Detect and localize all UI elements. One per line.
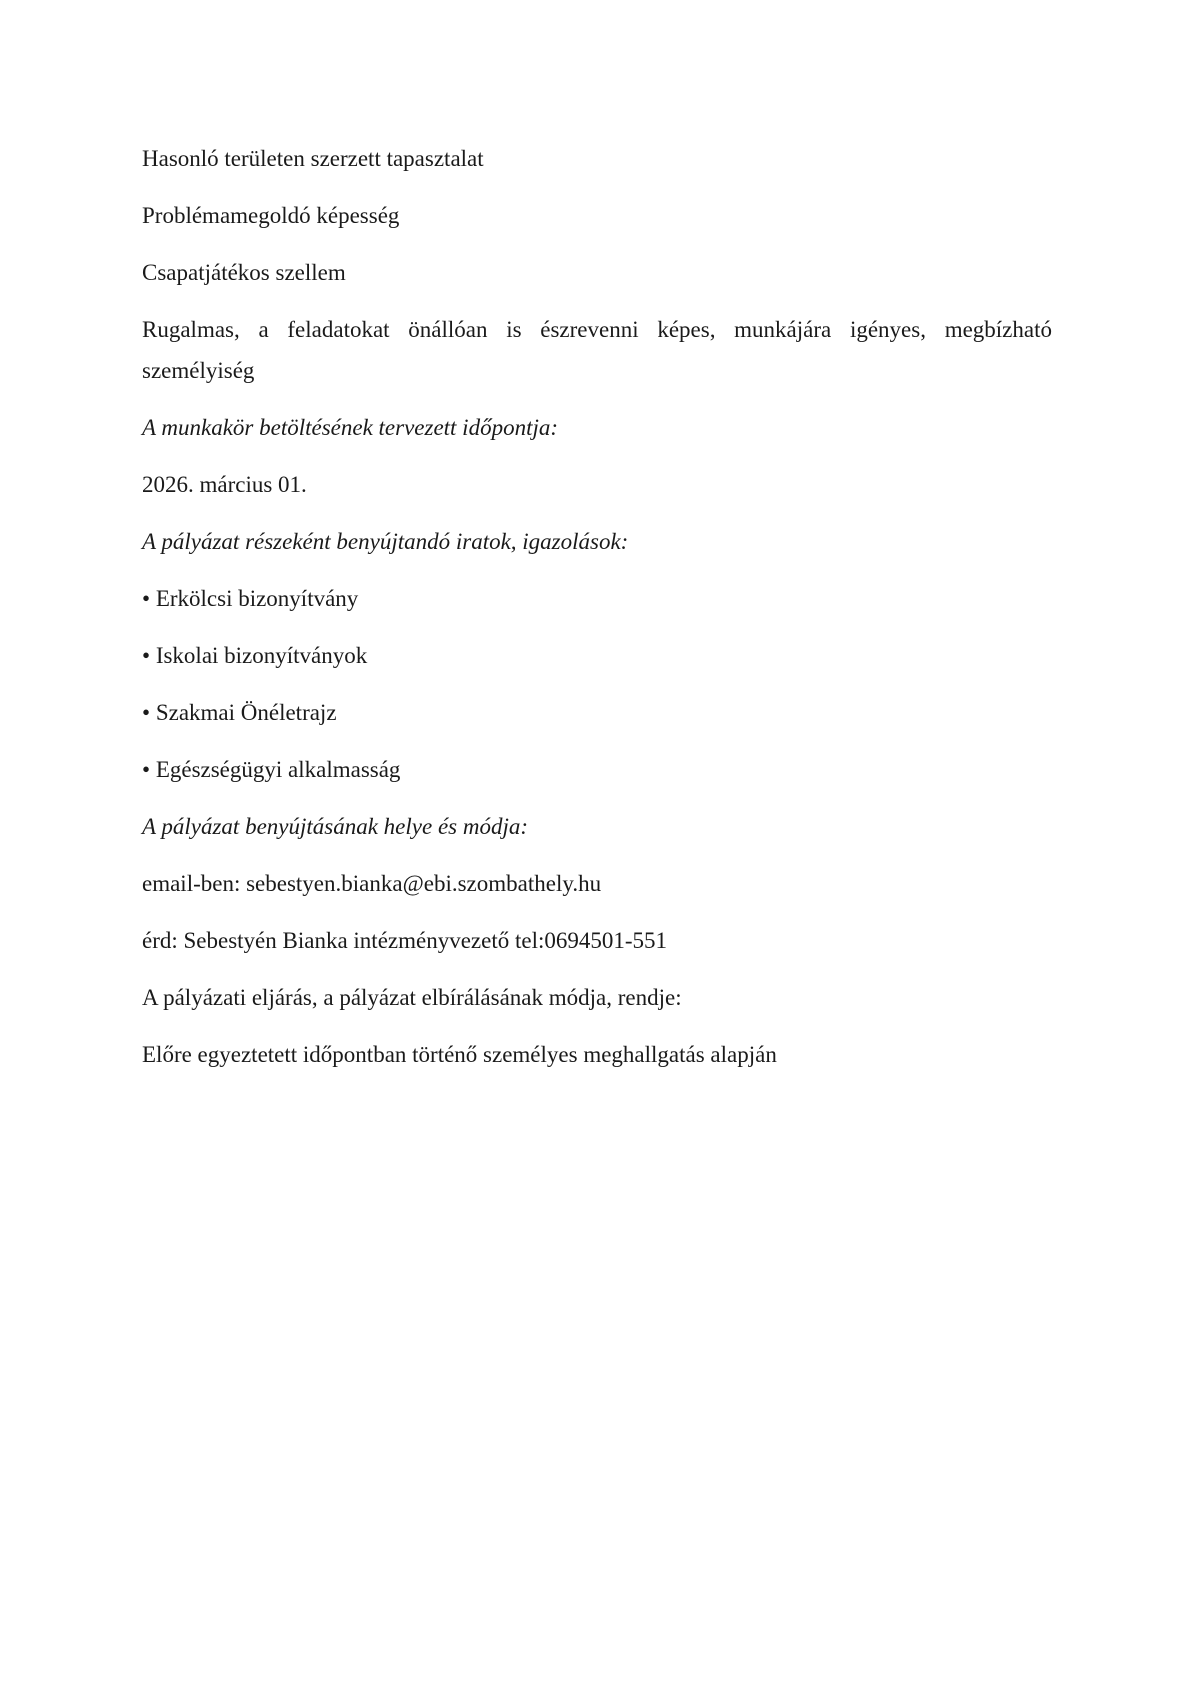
- requirement-problem-solving: Problémamegoldó képesség: [142, 203, 400, 228]
- document-item-health-fitness: • Egészségügyi alkalmasság: [142, 749, 1052, 790]
- submission-heading: A pályázat benyújtásának helye és módja:: [142, 814, 529, 839]
- document-body: [142, 138, 1052, 1091]
- start-date-value: 2026. március 01.: [142, 472, 307, 497]
- procedure-value: Előre egyeztetett időpontban történő személyes meghallgatás alapján: [142, 1042, 777, 1067]
- requirement-personality: Rugalmas, a feladatokat önállóan is észrevenni képes, munkájára igényes, megbízható személyiség: [142, 317, 1052, 383]
- documents-heading: A pályázat részeként benyújtandó iratok, igazolások:: [142, 529, 629, 554]
- procedure-heading: A pályázati eljárás, a pályázat elbírálásának módja, rendje:: [142, 985, 682, 1010]
- start-date-heading: A munkakör betöltésének tervezett időpontja:: [142, 415, 559, 440]
- requirement-experience: Hasonló területen szerzett tapasztalat: [142, 146, 484, 171]
- submission-email: email-ben: sebestyen.bianka@ebi.szombathely.hu: [142, 871, 602, 896]
- submission-contact: érd: Sebestyén Bianka intézményvezető tel:0694501-551: [142, 928, 668, 953]
- requirement-team-spirit: Csapatjátékos szellem: [142, 260, 346, 285]
- document-item-cv: • Szakmai Önéletrajz: [142, 692, 1052, 733]
- document-item-moral-certificate: • Erkölcsi bizonyítvány: [142, 578, 1052, 619]
- document-item-school-certificates: • Iskolai bizonyítványok: [142, 635, 1052, 676]
